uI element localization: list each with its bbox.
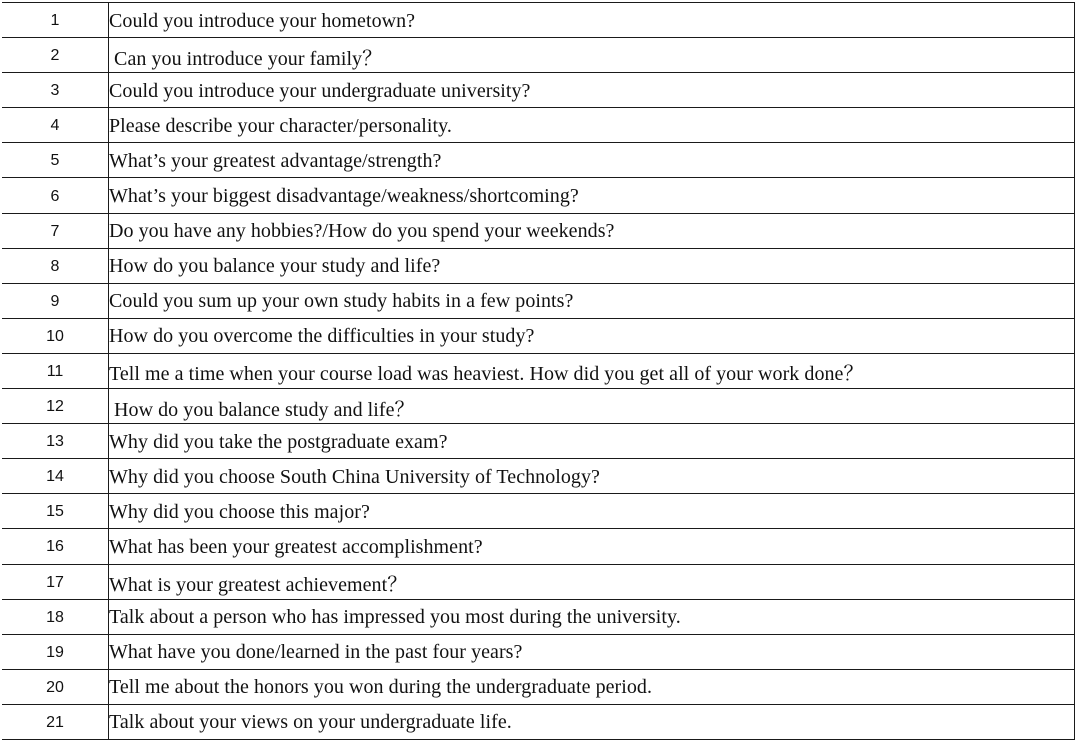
table-row — [2, 248, 1075, 283]
row-number: 14 — [46, 468, 64, 486]
row-number-cell[interactable] — [2, 3, 109, 38]
question-text: How do you balance your study and life? — [109, 255, 441, 278]
table-row — [2, 459, 1075, 494]
row-number: 7 — [50, 222, 60, 240]
row-number-cell[interactable] — [2, 459, 109, 494]
question-cell[interactable] — [109, 213, 1075, 248]
question-cell[interactable] — [109, 353, 1075, 388]
row-number-cell[interactable] — [2, 599, 109, 634]
question-cell[interactable] — [109, 494, 1075, 529]
row-number-cell[interactable] — [2, 248, 109, 283]
question-cell[interactable] — [109, 599, 1075, 634]
row-number-cell[interactable] — [2, 424, 109, 459]
question-cell[interactable] — [109, 669, 1075, 704]
row-number: 2 — [50, 47, 60, 65]
question-cell[interactable] — [109, 564, 1075, 599]
table-row — [2, 3, 1075, 38]
row-number: 19 — [46, 643, 64, 661]
question-text: Could you introduce your undergraduate university? — [109, 79, 531, 102]
row-number: 11 — [46, 362, 64, 380]
row-number-cell[interactable] — [2, 704, 109, 739]
table-row — [2, 599, 1075, 634]
row-number: 8 — [50, 257, 60, 275]
question-text: What’s your biggest disadvantage/weakness/shortcoming? — [109, 185, 579, 208]
row-number: 17 — [46, 573, 64, 591]
row-number-cell[interactable] — [2, 669, 109, 704]
question-text: What has been your greatest accomplishment? — [109, 535, 483, 558]
question-text: Talk about a person who has impressed you most during the university. — [109, 606, 681, 629]
row-number-cell[interactable] — [2, 143, 109, 178]
question-cell[interactable] — [109, 318, 1075, 353]
question-text: Please describe your character/personality. — [109, 114, 452, 137]
table-row — [2, 634, 1075, 669]
table-row — [2, 564, 1075, 599]
table-row — [2, 283, 1075, 318]
question-cell[interactable] — [109, 424, 1075, 459]
row-number-cell[interactable] — [2, 634, 109, 669]
row-number: 20 — [46, 678, 64, 696]
table-row — [2, 389, 1075, 424]
question-cell[interactable] — [109, 459, 1075, 494]
table-row — [2, 178, 1075, 213]
table-row — [2, 38, 1075, 73]
row-number: 4 — [50, 117, 60, 135]
question-cell[interactable] — [109, 178, 1075, 213]
row-number-cell[interactable] — [2, 318, 109, 353]
table-row — [2, 213, 1075, 248]
row-number-cell[interactable] — [2, 73, 109, 108]
row-number-cell[interactable] — [2, 213, 109, 248]
row-number-cell[interactable] — [2, 353, 109, 388]
question-cell[interactable] — [109, 143, 1075, 178]
row-number: 18 — [46, 608, 64, 626]
row-number: 10 — [46, 327, 64, 345]
question-cell[interactable] — [109, 108, 1075, 143]
question-text: Could you sum up your own study habits in a few points? — [109, 290, 574, 313]
question-text: Tell me a time when your course load was heaviest. How did you get all of your work done？ — [109, 363, 864, 386]
question-text: What is your greatest achievement？ — [109, 574, 408, 597]
table-row — [2, 704, 1075, 739]
row-number: 3 — [50, 82, 60, 100]
row-number-cell[interactable] — [2, 108, 109, 143]
table-row — [2, 353, 1075, 388]
question-text: Why did you choose this major? — [109, 500, 370, 523]
question-cell[interactable] — [109, 389, 1075, 424]
table-row — [2, 494, 1075, 529]
row-number-cell[interactable] — [2, 283, 109, 318]
question-text: Can you introduce your family？ — [109, 47, 383, 70]
row-number: 1 — [50, 12, 60, 30]
row-number: 12 — [46, 398, 64, 416]
question-table-body — [2, 3, 1075, 740]
row-number: 15 — [46, 503, 64, 521]
row-number-cell[interactable] — [2, 564, 109, 599]
question-cell[interactable] — [109, 704, 1075, 739]
row-number: 16 — [46, 538, 64, 556]
question-cell[interactable] — [109, 248, 1075, 283]
question-text: Could you introduce your hometown? — [109, 9, 416, 32]
table-row — [2, 318, 1075, 353]
question-cell[interactable] — [109, 529, 1075, 564]
question-table — [2, 2, 1075, 740]
table-row — [2, 108, 1075, 143]
row-number: 9 — [50, 292, 60, 310]
row-number: 13 — [46, 433, 64, 451]
question-text: How do you overcome the difficulties in your study? — [109, 325, 535, 348]
question-text: Why did you take the postgraduate exam? — [109, 430, 448, 453]
row-number-cell[interactable] — [2, 529, 109, 564]
table-row — [2, 424, 1075, 459]
question-text: What have you done/learned in the past four years? — [109, 641, 523, 664]
question-cell[interactable] — [109, 3, 1075, 38]
question-text: How do you balance study and life？ — [109, 398, 415, 421]
row-number: 21 — [46, 713, 64, 731]
row-number-cell[interactable] — [2, 38, 109, 73]
question-text: Why did you choose South China University of Technology? — [109, 465, 600, 488]
row-number: 5 — [50, 152, 60, 170]
question-text: What’s your greatest advantage/strength? — [109, 149, 442, 172]
question-cell[interactable] — [109, 283, 1075, 318]
question-cell[interactable] — [109, 73, 1075, 108]
question-cell[interactable] — [109, 38, 1075, 73]
table-row — [2, 529, 1075, 564]
table-row — [2, 143, 1075, 178]
question-text: Tell me about the honors you won during the undergraduate period. — [109, 676, 653, 699]
question-text: Talk about your views on your undergraduate life. — [109, 711, 512, 734]
table-row — [2, 669, 1075, 704]
row-number: 6 — [50, 187, 60, 205]
table-row — [2, 73, 1075, 108]
question-cell[interactable] — [109, 634, 1075, 669]
row-number-cell[interactable] — [2, 494, 109, 529]
question-text: Do you have any hobbies?/How do you spend your weekends? — [109, 220, 615, 243]
row-number-cell[interactable] — [2, 178, 109, 213]
row-number-cell[interactable] — [2, 389, 109, 424]
